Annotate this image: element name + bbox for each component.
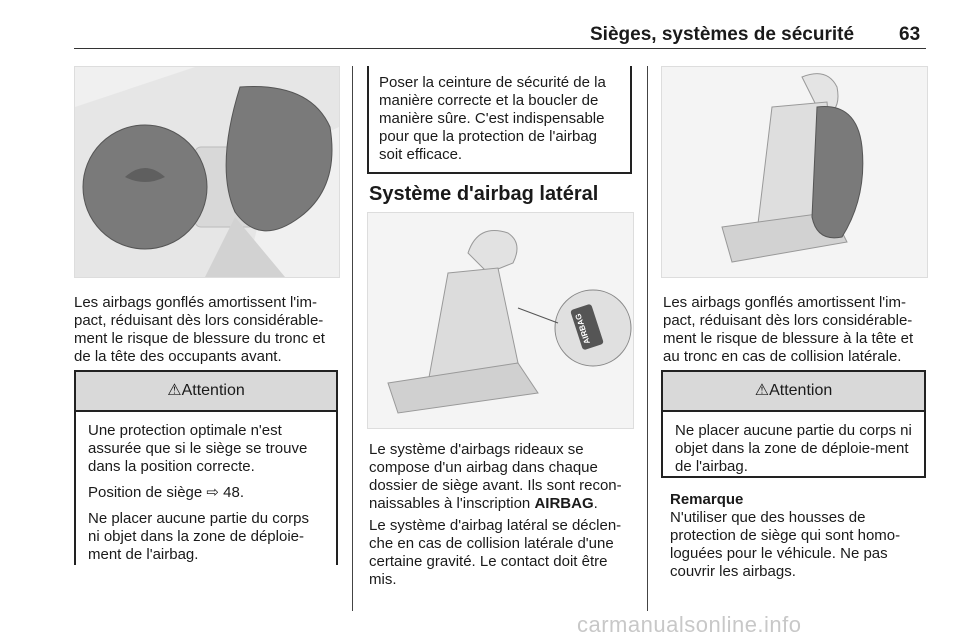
left-warning-p1: Une protection optimale n'est assurée que si le siège se trouve dans la position correcte. [88, 422, 308, 475]
middle-p1-text: Le système d'airbags rideaux se compose d'un airbag dans chaque dossier de siège avant. Ils sont recon-naissables à l'inscription [369, 441, 622, 512]
left-warning-p2: Position de siège ⇨ 48. [88, 484, 244, 501]
left-warning-p3: Ne placer aucune partie du corps ni objet dans la zone de déploie-ment de l'airbag. [88, 510, 309, 563]
note-title: Remarque [670, 491, 744, 508]
left-caption: Les airbags gonflés amortissent l'im-pact, réduisant dès lors considérable-ment le risque de blessure du tronc et de la tête des occupants avant. [74, 294, 325, 365]
middle-paragraph-1 [369, 441, 634, 513]
page-header-title: Sièges, systèmes de sécurité [590, 24, 855, 45]
airbag-label: AIRBAG [573, 312, 592, 346]
right-warning-header [663, 372, 924, 412]
header-rule [74, 48, 926, 49]
front-airbags-illustration [74, 66, 340, 278]
right-caption: Les airbags gonflés amortissent l'im-pact, réduisant dès lors considérable-ment le risque de blessure à la tête et au tronc en cas de collision latérale. [663, 294, 914, 365]
side-airbag-deployed-illustration [661, 66, 928, 278]
column-divider-1 [352, 66, 353, 611]
section-title: Système d'airbag latéral [369, 183, 599, 205]
warning-icon: ⚠ [167, 382, 182, 399]
page-number: 63 [899, 24, 921, 45]
left-warning-header [76, 372, 336, 412]
middle-p1-end: . [593, 495, 598, 512]
right-warning-title: Attention [769, 382, 833, 399]
left-warning-body [76, 412, 336, 582]
middle-paragraph-2: Le système d'airbag latéral se déclen-che en cas de collision latérale d'une certaine gravité. Le contact doit être mis. [369, 517, 622, 588]
left-warning-box [74, 370, 338, 565]
side-airbag-seat-illustration [367, 212, 634, 429]
column-divider-2 [647, 66, 648, 611]
note-text: N'utiliser que des housses de protection de siège qui sont homo-loguées pour le véhicule. Ne pas couvrir les airbags. [670, 509, 901, 580]
right-warning-box [661, 370, 926, 478]
seatbelt-box: Poser la ceinture de sécurité de la manière correcte et la boucler de manière sûre. C'est indispensable pour que la protection de l'airbag soit efficace. [367, 66, 632, 174]
watermark: carmanualsonline.info [577, 612, 802, 637]
warning-icon: ⚠ [754, 382, 770, 399]
right-warning-body [663, 412, 924, 494]
middle-p1-bold: AIRBAG [534, 495, 594, 512]
right-warning-p1: Ne placer aucune partie du corps ni objet dans la zone de déploie-ment de l'airbag. [675, 422, 912, 475]
left-warning-title: Attention [181, 382, 245, 399]
